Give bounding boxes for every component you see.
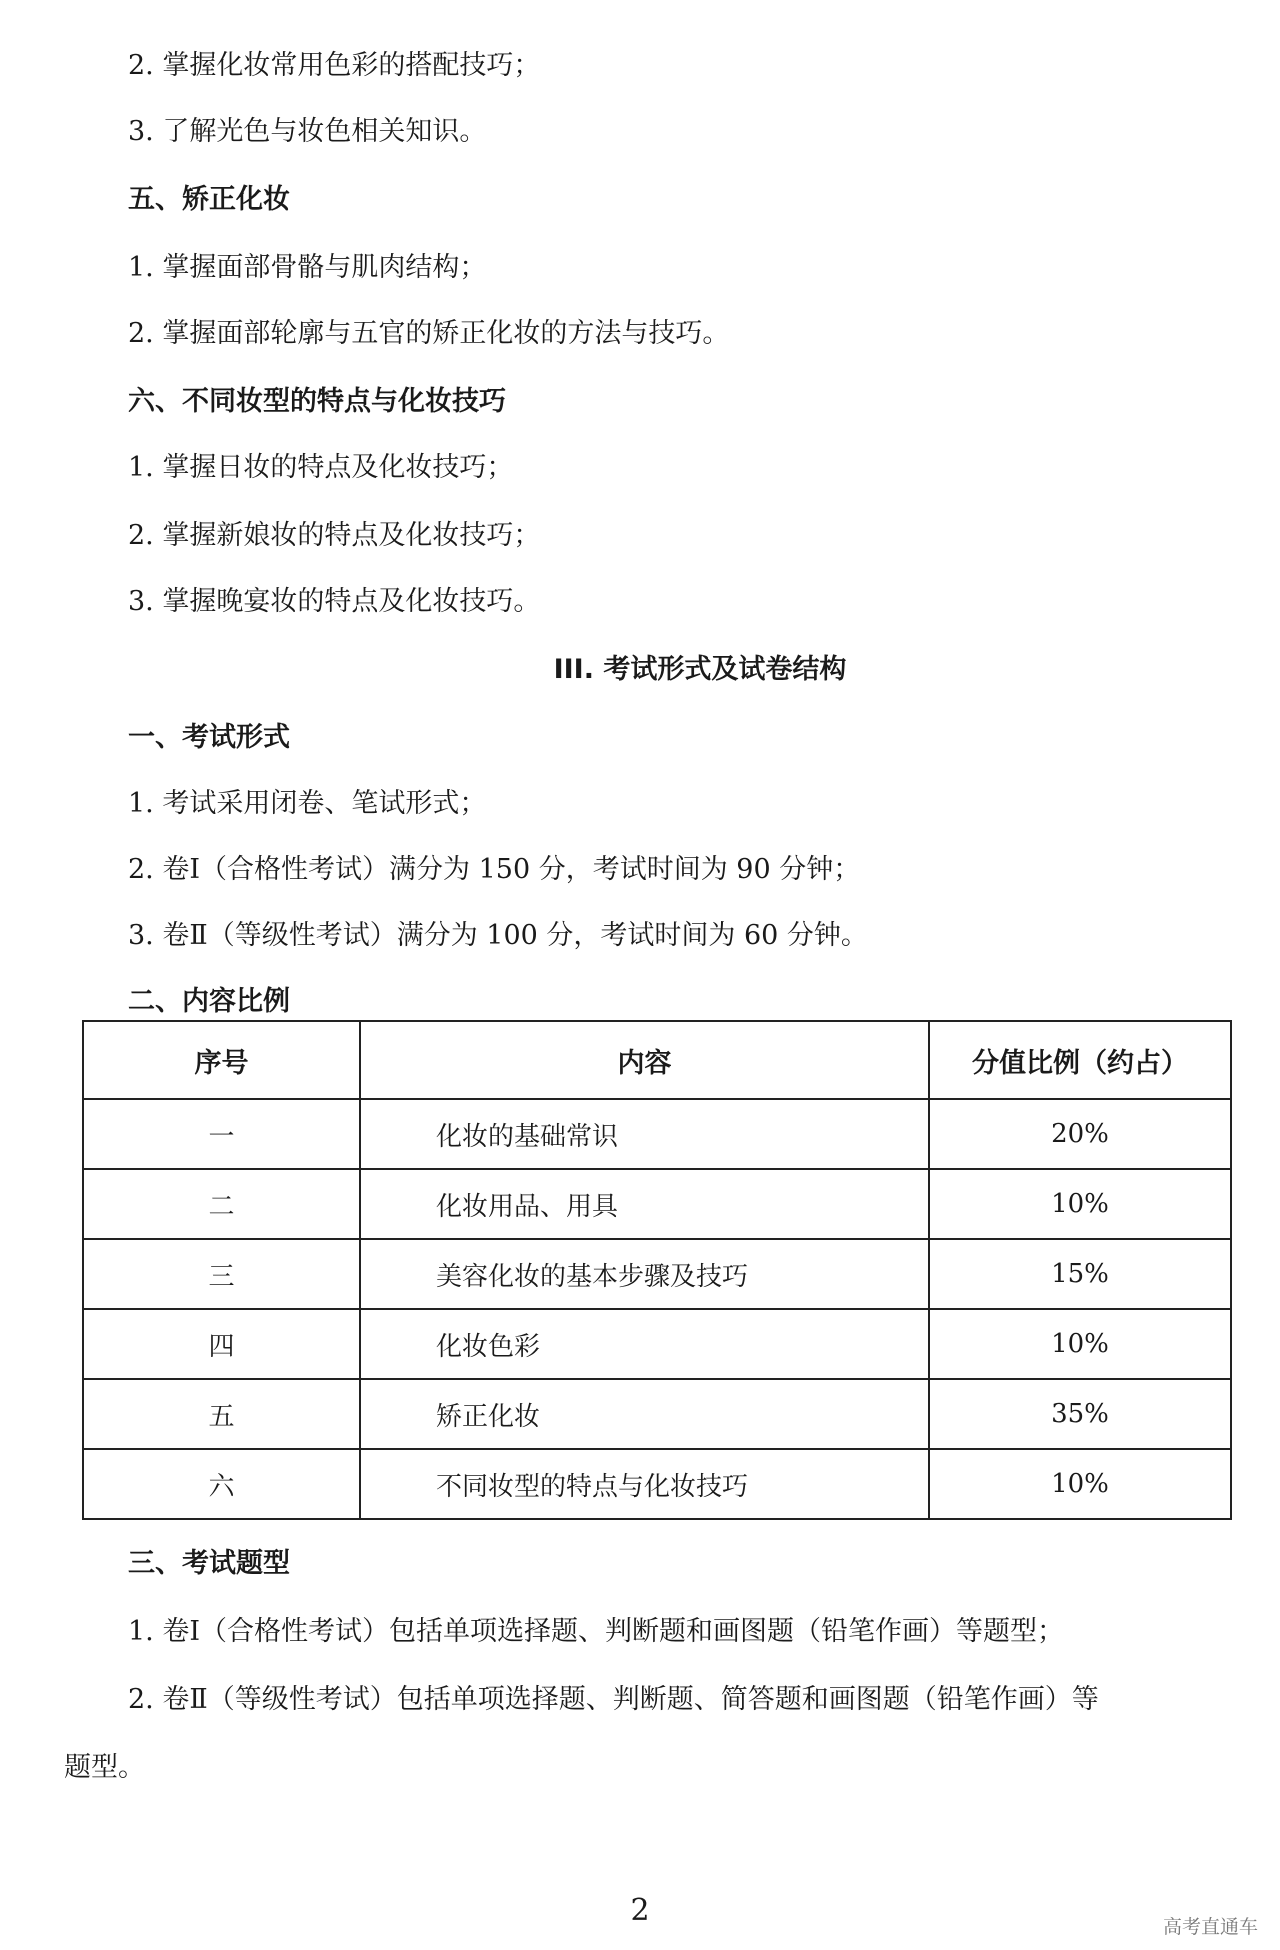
section5-item-2: 2. 掌握面部轮廓与五官的矫正化妆的方法与技巧。 (128, 318, 730, 349)
section5-item-1: 1. 掌握面部骨骼与肌肉结构； (128, 252, 487, 283)
watermark: 高考直通车 (1162, 1916, 1258, 1938)
table-row (83, 1309, 1231, 1379)
row-percentage: 20% (929, 1099, 1231, 1169)
header-number: 序号 (83, 1021, 360, 1099)
exam-form-item-1: 1. 考试采用闭卷、笔试形式； (128, 788, 487, 819)
section4-item-3: 3. 了解光色与妆色相关知识。 (128, 116, 487, 147)
row-content: 矫正化妆 (360, 1379, 929, 1449)
section5-heading: 五、矫正化妆 (128, 184, 290, 215)
row-percentage: 10% (929, 1309, 1231, 1379)
row-number: 四 (83, 1309, 360, 1379)
part3-title: III. 考试形式及试卷结构 (553, 654, 847, 685)
question-types-item-2-line-2: 题型。 (64, 1752, 145, 1783)
content-ratio-heading: 二、内容比例 (128, 986, 290, 1017)
row-percentage: 35% (929, 1379, 1231, 1449)
question-types-heading: 三、考试题型 (128, 1548, 290, 1579)
question-types-item-1: 1. 卷Ⅰ（合格性考试）包括单项选择题、判断题和画图题（铅笔作画）等题型； (128, 1616, 1065, 1647)
row-number: 三 (83, 1239, 360, 1309)
table-row (83, 1449, 1231, 1519)
table-row (83, 1379, 1231, 1449)
table-row (83, 1239, 1231, 1309)
header-percentage: 分值比例（约占） (929, 1021, 1231, 1099)
row-content: 不同妆型的特点与化妆技巧 (360, 1449, 929, 1519)
row-number: 六 (83, 1449, 360, 1519)
exam-form-item-2: 2. 卷Ⅰ（合格性考试）满分为 150 分，考试时间为 90 分钟； (128, 854, 861, 885)
exam-form-heading: 一、考试形式 (128, 722, 290, 753)
row-percentage: 10% (929, 1169, 1231, 1239)
row-percentage: 15% (929, 1239, 1231, 1309)
section6-item-2: 2. 掌握新娘妆的特点及化妆技巧； (128, 520, 541, 551)
header-content: 内容 (360, 1021, 929, 1099)
content-ratio-table (82, 1020, 1232, 1520)
section6-item-1: 1. 掌握日妆的特点及化妆技巧； (128, 452, 514, 483)
section6-heading: 六、不同妆型的特点与化妆技巧 (128, 386, 506, 417)
row-number: 一 (83, 1099, 360, 1169)
page-number: 2 (630, 1893, 650, 1928)
section4-item-2: 2. 掌握化妆常用色彩的搭配技巧； (128, 50, 541, 81)
row-content: 化妆用品、用具 (360, 1169, 929, 1239)
row-percentage: 10% (929, 1449, 1231, 1519)
row-content: 化妆的基础常识 (360, 1099, 929, 1169)
exam-form-item-3: 3. 卷Ⅱ（等级性考试）满分为 100 分，考试时间为 60 分钟。 (128, 920, 868, 951)
row-content: 化妆色彩 (360, 1309, 929, 1379)
row-content: 美容化妆的基本步骤及技巧 (360, 1239, 929, 1309)
table-row (83, 1099, 1231, 1169)
question-types-item-2-line-1: 2. 卷Ⅱ（等级性考试）包括单项选择题、判断题、简答题和画图题（铅笔作画）等 (128, 1684, 1099, 1715)
row-number: 二 (83, 1169, 360, 1239)
row-number: 五 (83, 1379, 360, 1449)
table-header-row (83, 1021, 1231, 1099)
section6-item-3: 3. 掌握晚宴妆的特点及化妆技巧。 (128, 586, 541, 617)
table-row (83, 1169, 1231, 1239)
